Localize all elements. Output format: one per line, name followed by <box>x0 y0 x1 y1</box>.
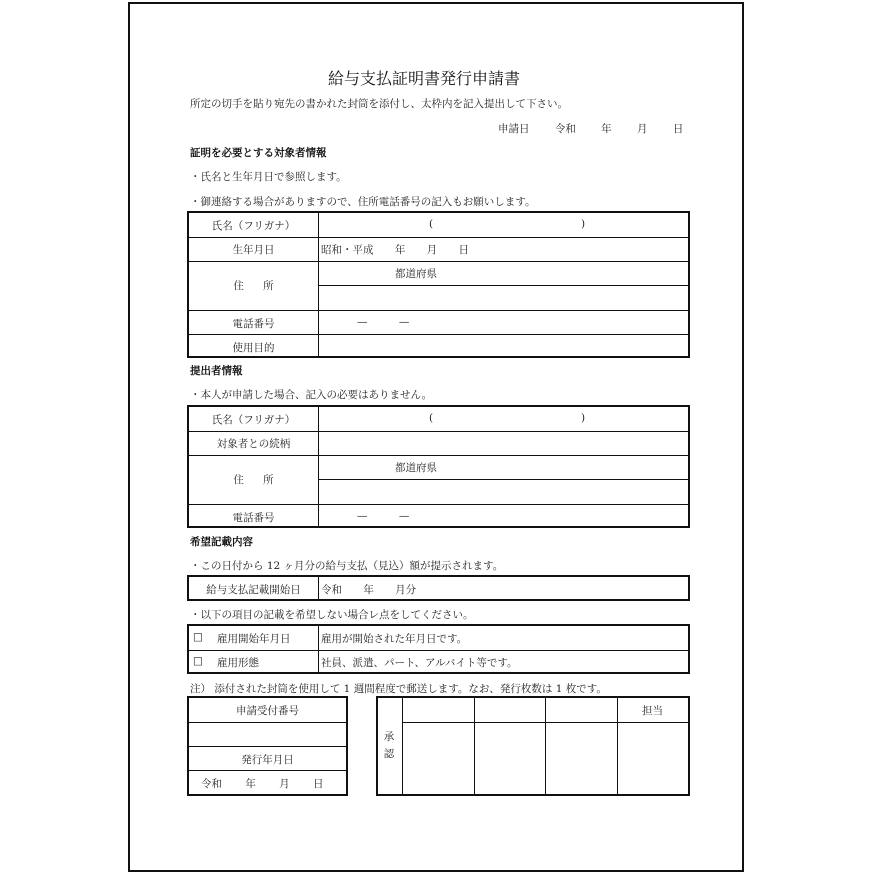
submitter-note: ・本人が申請した場合、記入の必要はありません。 <box>190 389 433 401</box>
subject-name-label: 氏名（フリガナ） <box>211 220 296 232</box>
start-date-field[interactable]: 令和 年 月分 <box>321 584 417 596</box>
section-heading-submitter: 提出者情報 <box>190 365 243 377</box>
subject-table <box>187 211 690 358</box>
section-heading-subject: 証明を必要とする対象者情報 <box>190 147 327 159</box>
submitter-name-label: 氏名（フリガナ） <box>211 414 296 426</box>
options-table <box>187 624 690 674</box>
staff-label: 担当 <box>642 705 663 717</box>
submitter-prefecture[interactable]: 都道府県 <box>395 462 437 474</box>
subject-birth-label: 生年月日 <box>232 244 275 256</box>
issue-date-field[interactable]: 令和 年 月 日 <box>201 778 324 790</box>
subject-phone-label: 電話番号 <box>232 318 275 330</box>
submitter-phone-label: 電話番号 <box>232 512 275 524</box>
submitter-relation-label: 対象者との続柄 <box>216 438 291 450</box>
form-page <box>128 2 744 872</box>
start-date-label: 給与支払記載開始日 <box>206 584 301 596</box>
submitter-name-paren-close[interactable]: ) <box>581 412 586 424</box>
instruction-text: 所定の切手を貼り宛先の書かれた封筒を添付し、太枠内を記入提出して下さい。 <box>190 98 568 110</box>
subject-address-label: 住 所 <box>233 280 274 292</box>
subject-prefecture[interactable]: 都道府県 <box>395 268 437 280</box>
option2-description: 社員、派遣、パート、アルバイト等です。 <box>321 657 518 669</box>
submitter-table <box>187 405 690 528</box>
subject-purpose-label: 使用目的 <box>232 342 275 354</box>
subject-note-1: ・氏名と生年月日で参照します。 <box>190 171 347 183</box>
option1-description: 雇用が開始された年月日です。 <box>321 633 468 645</box>
section-heading-desired: 希望記載内容 <box>190 536 253 548</box>
subject-note-2: ・御連絡する場合がありますので、住所電話番号の記入もお願いします。 <box>190 196 536 208</box>
desired-note-2: ・以下の項目の記載を希望しない場合レ点をしてください。 <box>190 609 474 621</box>
receipt-number-label: 申請受付番号 <box>236 705 299 717</box>
receipt-table <box>187 696 348 796</box>
desired-note-1: ・この日付から 12 ヶ月分の給与支払（見込）額が提示されます。 <box>190 560 504 572</box>
option2-checkbox[interactable]: □ <box>193 655 203 667</box>
form-title: 給与支払証明書発行申請書 <box>328 69 521 88</box>
application-date: 申請日 令和 年 月 日 <box>498 123 684 135</box>
start-date-table <box>187 575 690 601</box>
submitter-phone-field[interactable]: — — <box>357 510 410 522</box>
issue-date-label: 発行年月日 <box>241 754 294 766</box>
option1-checkbox[interactable]: □ <box>193 631 203 643</box>
option1-label: 雇用開始年月日 <box>217 633 291 645</box>
subject-birth-field[interactable]: 昭和・平成 年 月 日 <box>321 244 470 256</box>
approval-label: 承認 <box>383 731 395 760</box>
option2-label: 雇用形態 <box>217 657 259 669</box>
submitter-name-paren-open[interactable]: ( <box>429 412 434 424</box>
subject-phone-field[interactable]: — — <box>357 316 410 328</box>
subject-name-paren-open[interactable]: ( <box>429 218 434 230</box>
approval-table <box>376 696 690 796</box>
submitter-address-label: 住 所 <box>233 474 274 486</box>
subject-name-paren-close[interactable]: ) <box>581 218 586 230</box>
footnote: 注） 添付された封筒を使用して 1 週間程度で郵送します。なお、発行枚数は 1 枚です。 <box>190 683 607 695</box>
